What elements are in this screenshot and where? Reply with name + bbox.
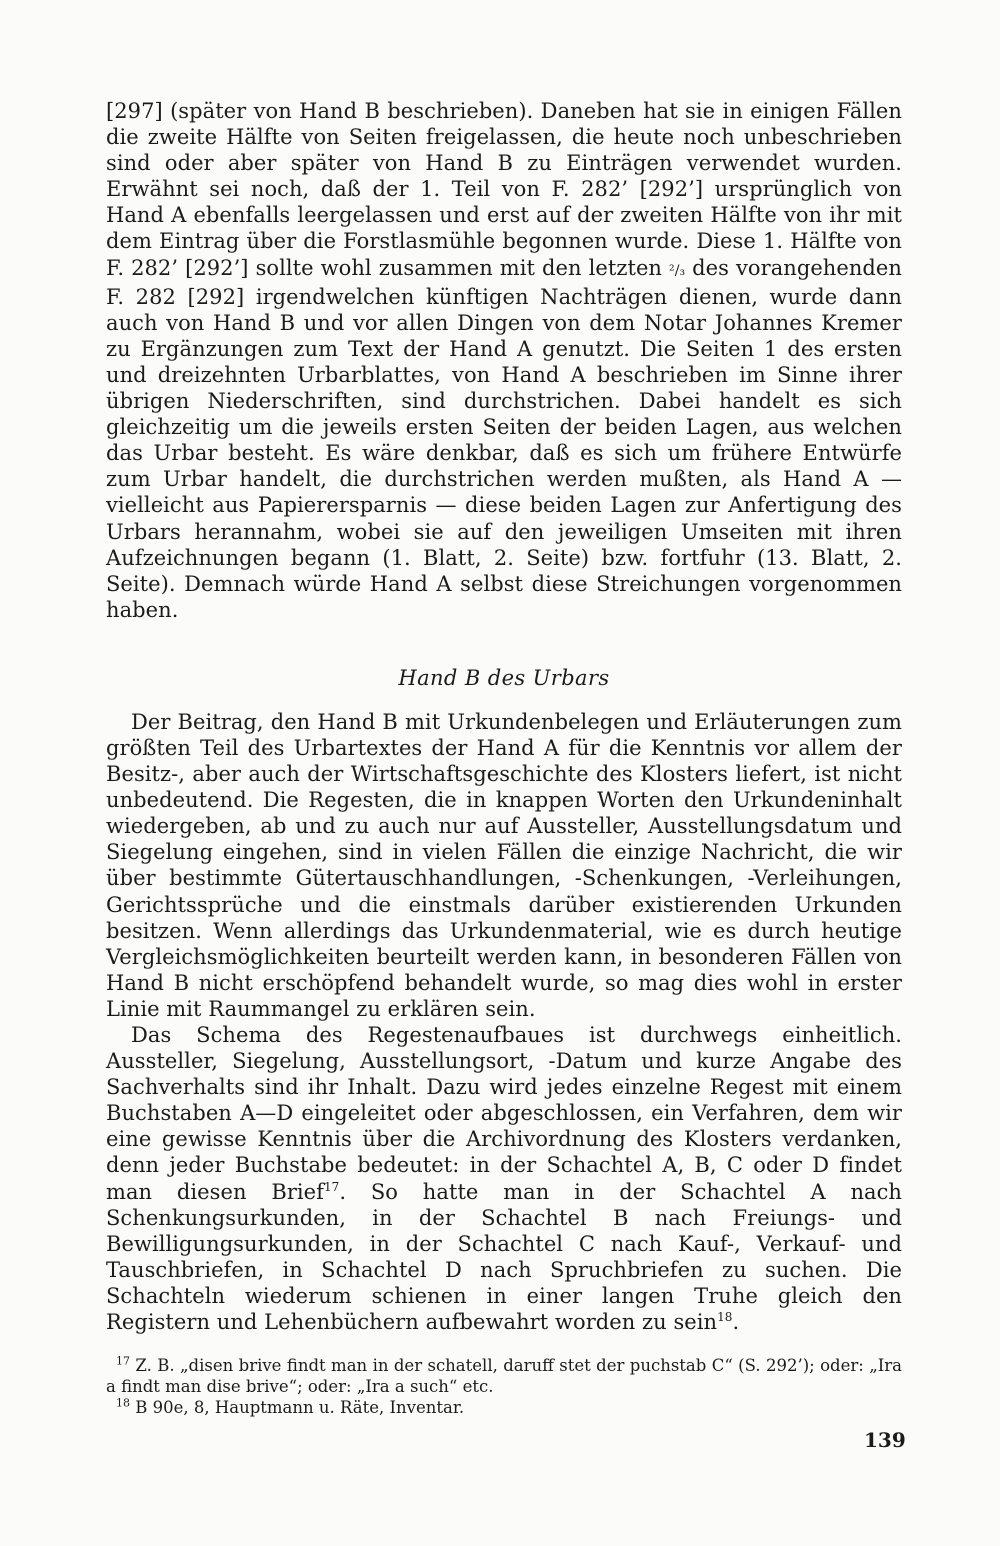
footnote-text: B 90e, 8, Hauptmann u. Räte, Inventar. bbox=[135, 1398, 465, 1418]
paragraph-text: . bbox=[732, 1310, 740, 1335]
paragraph-continued bbox=[106, 98, 902, 623]
paragraph bbox=[106, 1022, 902, 1335]
paragraph-text: des vorangehenden F. 282 [292] irgendwelchen künftigen Nachträgen dienen, wurde dann auch von Hand B und vor allen Dingen von dem Notar Johannes Kremer zu Ergänzungen zum Text der Hand A genutzt. Die Seiten 1 des ersten und dreizehnten Urbarblattes, von Hand A beschrieben im Sinne ihrer übrigen Niederschriften, sind durchstrichen. Dabei handelt es sich gleichzeitig um die jeweils ersten Seiten der beiden Lagen, aus welchen das Urbar besteht. Es wäre denkbar, daß es sich um frühere Entwürfe zum Urbar handelt, die durchstrichen werden mußten, als Hand A — vielleicht aus Papierersparnis — diese beiden Lagen zur Anfertigung des Urbars herannahm, wobei sie auf den jeweiligen Umseiten mit ihren Aufzeichnungen begann (1. Blatt, 2. Seite) bzw. fortfuhr (13. Blatt, 2. Seite). Demnach würde Hand A selbst diese Streichungen vorgenommen haben. bbox=[106, 255, 902, 622]
paragraph: Der Beitrag, den Hand B mit Urkundenbelegen und Erläuterungen zum größten Teil des Urbartextes der Hand A für die Kenntnis vor allem der Besitz-, aber auch der Wirtschaftsgeschichte des Klosters liefert, ist nicht unbedeutend. Die Regesten, die in knappen Worten den Urkundeninhalt wiedergeben, ab und zu auch nur auf Aussteller, Ausstellungsdatum und Siegelung eingehen, sind in vielen Fällen die einzige Nachricht, die wir über bestimmte Gütertauschhandlungen, -Schenkungen, -Verleihungen, Gerichtssprüche und die einstmals darüber existierenden Urkunden besitzen. Wenn allerdings das Urkundenmaterial, wie es durch heutige Vergleichsmöglichkeiten beurteilt werden kann, in besonderen Fällen von Hand B nicht erschöpfend behandelt wurde, so mag dies wohl in erster Linie mit Raummangel zu erklären sein. bbox=[106, 709, 902, 1021]
footnote bbox=[106, 1355, 902, 1397]
fraction: ²/₃ bbox=[669, 262, 686, 279]
paragraph-text: Das Schema des Regestenaufbaues ist durchwegs einheitlich. Aussteller, Siegelung, Ausstellungsort, -Datum und kurze Angabe des Sachverhalts sind ihr Inhalt. Dazu wird jedes einzelne Regest mit einem Buchstaben A—D eingeleitet oder abgeschlossen, ein Verfahren, dem wir eine gewisse Kenntnis über die Archivordnung des Klosters verdanken, denn jeder Buchstabe bedeutet: in der Schachtel A, B, C oder D findet man diesen Brief bbox=[106, 1023, 902, 1204]
paragraph-text: . So hatte man in der Schachtel A nach Schenkungsurkunden, in der Schachtel B nach Freiungs- und Bewilligungsurkunden, in der Schachtel C nach Kauf-, Verkauf- und Tauschbriefen, in Schachtel D nach Spruchbriefen zu suchen. Die Schachteln wiederum schienen in einer langen Truhe gleich den Registern und Lehenbüchern aufbewahrt worden zu sein bbox=[106, 1179, 902, 1335]
footnote-text: Z. B. „disen brive findt man in der schatell, daruff stet der puchstab C“ (S. 292’); oder: „Ira a findt man dise brive“; oder: „Ira a such“ etc. bbox=[106, 1356, 902, 1397]
page-content bbox=[106, 98, 902, 1418]
paragraph-text: [297] (später von Hand B beschrieben). Daneben hat sie in einigen Fällen die zweite Hälfte von Seiten freigelassen, die heute noch unbeschrieben sind oder aber später von Hand B zu Einträgen verwendet wurden. Erwähnt sei noch, daß der 1. Teil von F. 282’ [292’] ursprünglich von Hand A ebenfalls leergelassen und erst auf der zweiten Hälfte von ihr mit dem Eintrag über die Forstlasmühle begonnen wurde. Diese 1. Hälfte von F. 282’ [292’] sollte wohl zusammen mit den letzten bbox=[106, 99, 902, 280]
footnote bbox=[106, 1397, 902, 1418]
page-number: 139 bbox=[864, 1428, 906, 1452]
section-heading: Hand B des Urbars bbox=[398, 665, 610, 690]
footnote-reference: 17 bbox=[323, 1179, 340, 1194]
footnote-number: 17 bbox=[116, 1354, 130, 1368]
footnote-number: 18 bbox=[116, 1396, 130, 1410]
footnote-reference: 18 bbox=[717, 1310, 733, 1325]
footnotes bbox=[106, 1355, 902, 1418]
